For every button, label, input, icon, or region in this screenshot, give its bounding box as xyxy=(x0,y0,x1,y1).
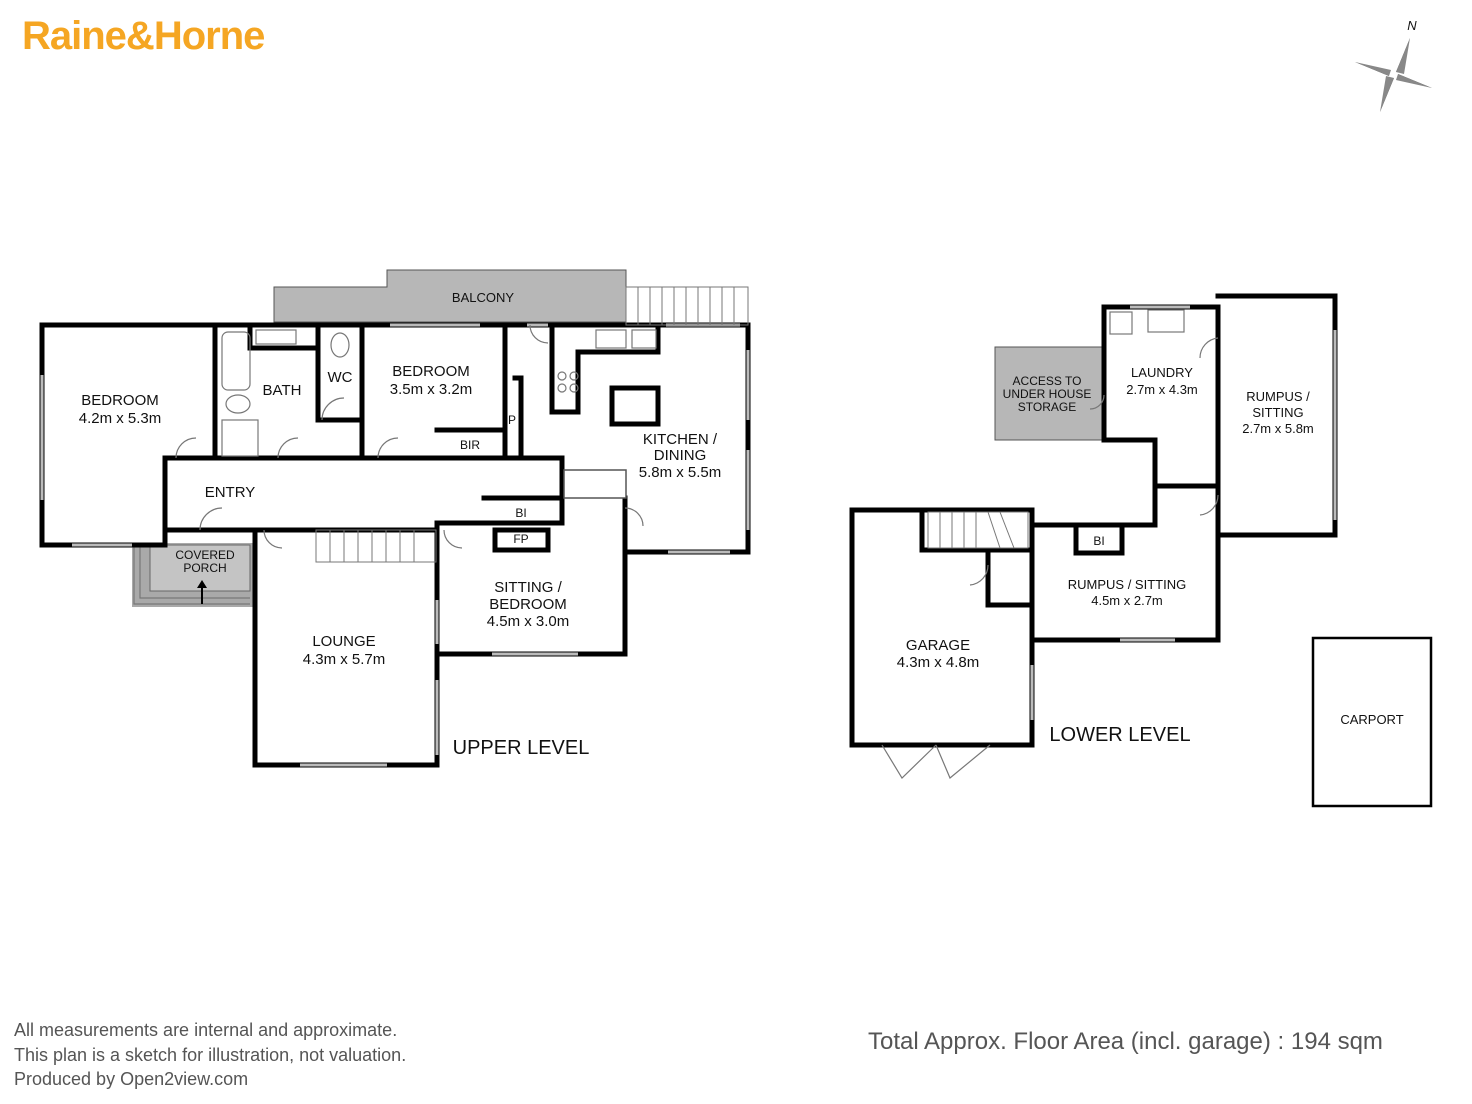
disclaimer-line3: Produced by Open2view.com xyxy=(14,1069,249,1089)
balcony-area xyxy=(274,270,626,322)
garage-name: GARAGE xyxy=(905,637,971,654)
bi-label-lower: BI xyxy=(1093,534,1105,548)
covered-porch-line2: PORCH xyxy=(183,561,227,575)
lower-level-title: LOWER LEVEL xyxy=(1049,724,1191,746)
kitchen-name-1: KITCHEN / xyxy=(642,431,718,448)
raine-horne-logo: Raine&Horne xyxy=(22,14,265,58)
bedroom2-name: BEDROOM xyxy=(392,363,470,380)
sitting-name-1: SITTING / xyxy=(494,579,562,596)
disclaimer-line1: All measurements are internal and approximate. xyxy=(14,1020,398,1040)
upper-level-plan xyxy=(42,270,748,765)
rumpus1-size: 2.7m x 5.8m xyxy=(1242,421,1314,436)
laundry-name: LAUNDRY xyxy=(1131,365,1193,380)
bath-label: BATH xyxy=(262,382,302,399)
balcony-label: BALCONY xyxy=(451,290,515,305)
carport-label: CARPORT xyxy=(1340,712,1404,727)
fp-label: FP xyxy=(513,532,529,546)
bir-label: BIR xyxy=(459,438,481,452)
compass-icon xyxy=(1355,18,1432,112)
bedroom1-size: 4.2m x 5.3m xyxy=(78,410,162,427)
wc-label: WC xyxy=(327,369,353,386)
storage-line3: STORAGE xyxy=(1017,400,1077,414)
bi-label-upper: BI xyxy=(515,506,527,520)
pantry-label: P xyxy=(507,413,517,427)
disclaimer xyxy=(14,1018,406,1092)
rumpus2-name: RUMPUS / SITTING xyxy=(1067,577,1187,592)
disclaimer-line2: This plan is a sketch for illustration, not valuation. xyxy=(14,1044,407,1065)
rumpus2-size: 4.5m x 2.7m xyxy=(1091,593,1163,608)
sitting-name-2: BEDROOM xyxy=(489,596,567,613)
bedroom1-name: BEDROOM xyxy=(81,392,159,409)
upper-level-title: UPPER LEVEL xyxy=(452,737,590,759)
covered-porch-line1: COVERED xyxy=(175,548,235,562)
sitting-size: 4.5m x 3.0m xyxy=(486,613,570,630)
storage-line1: ACCESS TO xyxy=(1012,374,1082,388)
garage-size: 4.3m x 4.8m xyxy=(896,654,980,671)
lounge-size: 4.3m x 5.7m xyxy=(302,651,386,668)
north-label: N xyxy=(1407,18,1417,33)
bedroom2-size: 3.5m x 3.2m xyxy=(389,381,473,398)
entry-label: ENTRY xyxy=(204,484,256,501)
storage-line2: UNDER HOUSE xyxy=(1002,387,1092,401)
lounge-name: LOUNGE xyxy=(312,633,376,650)
rumpus1-name-1: RUMPUS / xyxy=(1246,389,1310,404)
rumpus1-name-2: SITTING xyxy=(1252,405,1304,420)
kitchen-name-2: DINING xyxy=(653,447,707,464)
laundry-size: 2.7m x 4.3m xyxy=(1126,382,1198,397)
total-floor-area: Total Approx. Floor Area (incl. garage) : 194 sqm xyxy=(868,1028,1383,1055)
kitchen-size: 5.8m x 5.5m xyxy=(638,464,722,481)
